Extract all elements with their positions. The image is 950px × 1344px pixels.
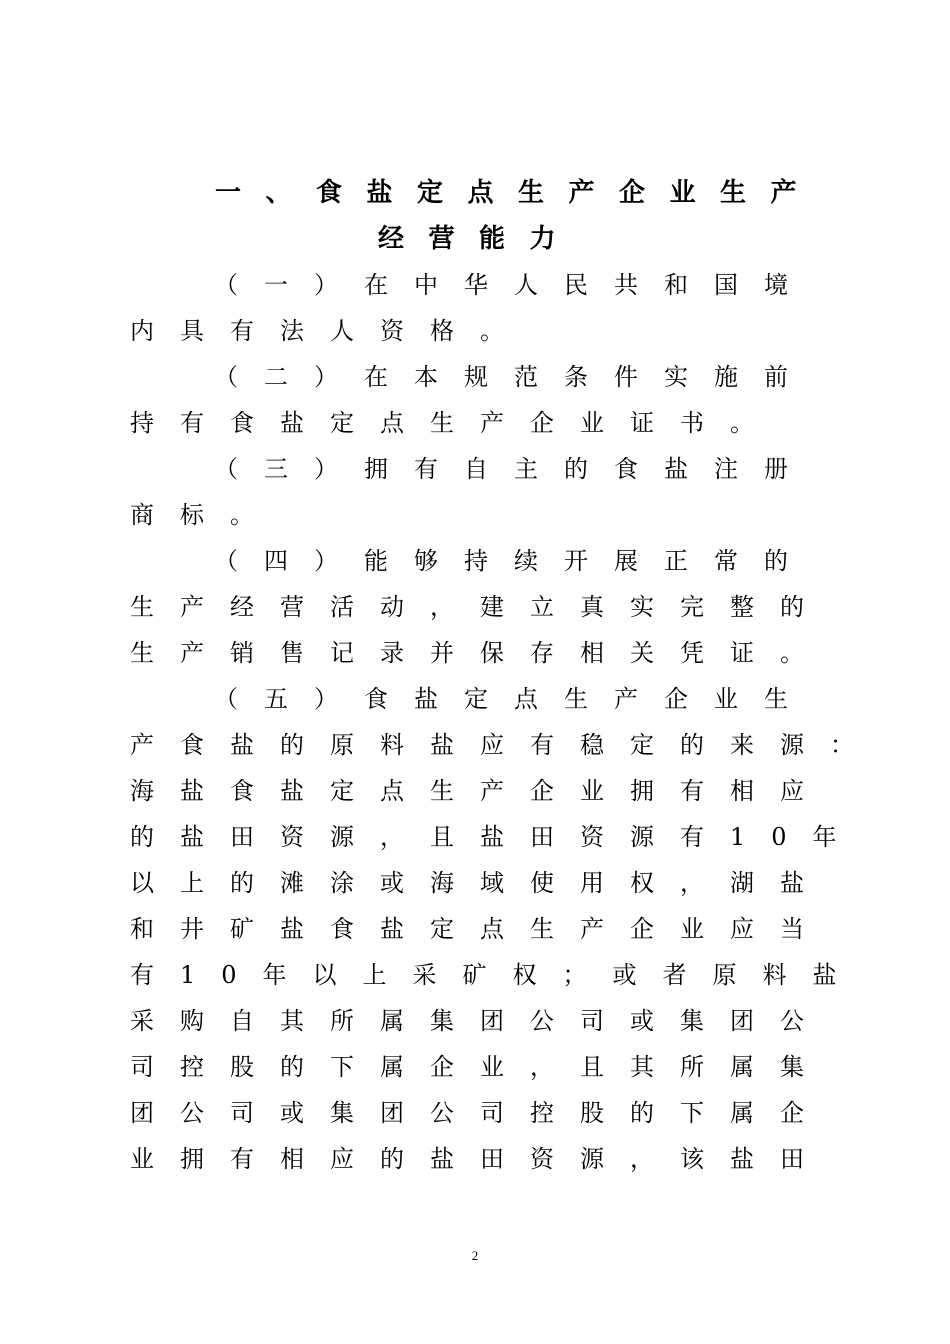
body-line: 产食盐的原料盐应有稳定的来源：: [130, 731, 880, 759]
body-line: 商标。: [130, 501, 280, 529]
page-number: 2: [471, 1248, 479, 1263]
body-line: 生产经营活动，建立真实完整的: [130, 593, 830, 621]
body-line: 和井矿盐食盐定点生产企业应当: [130, 915, 830, 943]
body-line: （四）能够持续开展正常的: [214, 547, 814, 575]
body-line: 业拥有相应的盐田资源，该盐田: [130, 1145, 830, 1173]
body-line: （二）在本规范条件实施前: [214, 363, 814, 391]
body-line: 以上的滩涂或海域使用权，湖盐: [130, 869, 830, 897]
body-line: （一）在中华人民共和国境: [214, 271, 814, 299]
body-line: 团公司或集团公司控股的下属企: [130, 1099, 830, 1127]
body-line: 海盐食盐定点生产企业拥有相应: [130, 777, 830, 805]
body-line: 内具有法人资格。: [130, 317, 530, 345]
body-line: 生产销售记录并保存相关凭证。: [130, 639, 830, 667]
section-title-line-1: 一、食盐定点生产企业生产: [215, 178, 822, 208]
section-title-line-2: 经营能力: [378, 224, 581, 254]
body-line: 司控股的下属企业，且其所属集: [130, 1053, 830, 1081]
body-line: 持有食盐定点生产企业证书。: [130, 409, 780, 437]
body-line: 采购自其所属集团公司或集团公: [130, 1007, 830, 1035]
body-line: （五）食盐定点生产企业生: [214, 685, 814, 713]
body-line: （三）拥有自主的食盐注册: [214, 455, 814, 483]
body-line: 的盐田资源，且盐田资源有10年: [130, 823, 863, 851]
body-line: 有10年以上采矿权；或者原料盐: [130, 961, 863, 989]
